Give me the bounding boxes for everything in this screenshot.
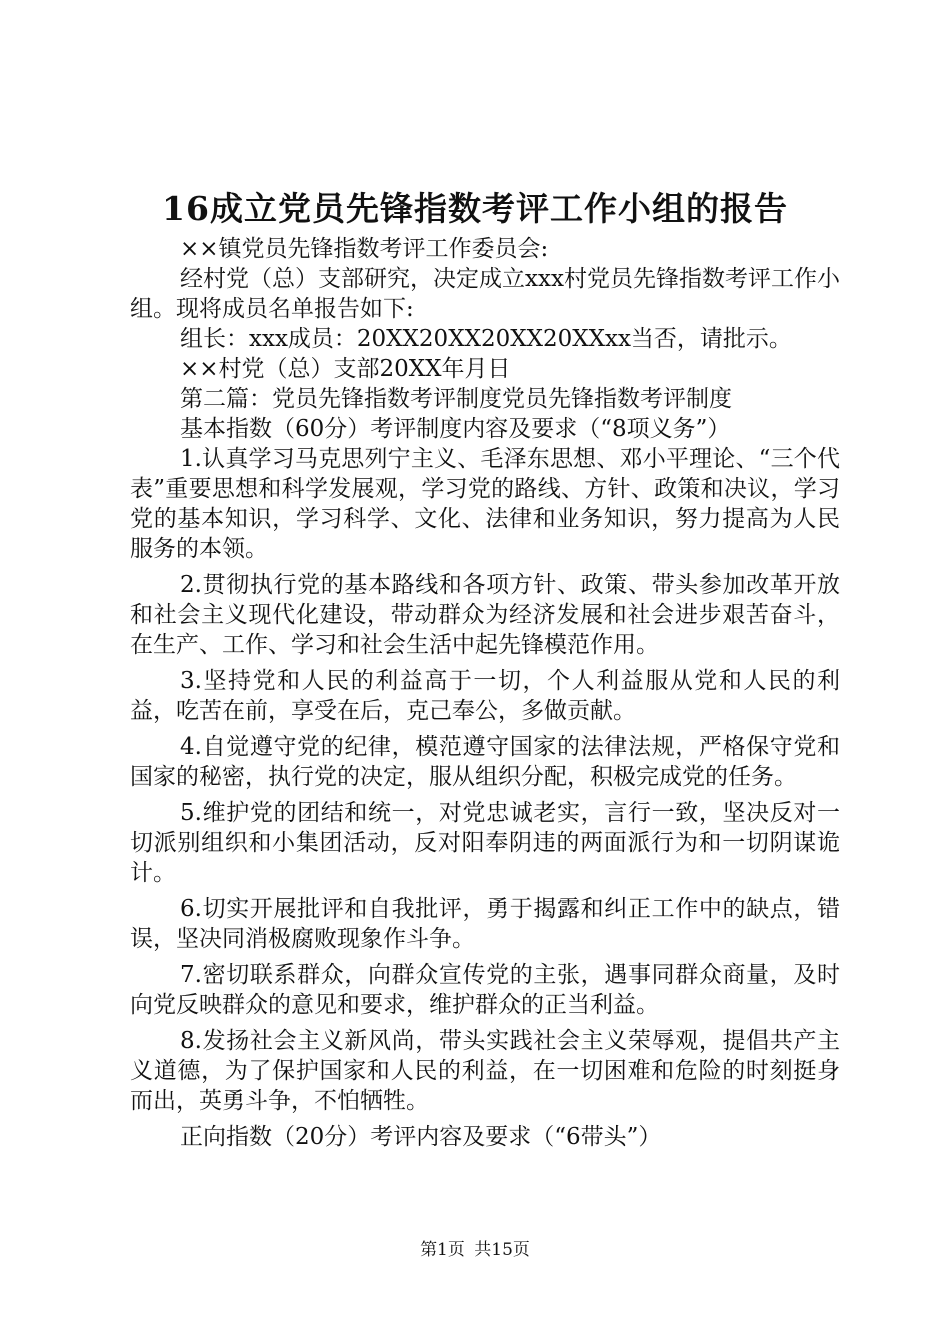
page-number: 第1页: [420, 1240, 465, 1260]
paragraph-intro: 经村党（总）支部研究，决定成立xxx村党员先锋指数考评工作小组。现将成员名单报告如下:: [130, 266, 840, 322]
page-total: 共15页: [474, 1240, 530, 1260]
paragraph-part-two-heading: 第二篇：党员先锋指数考评制度党员先锋指数考评制度: [180, 386, 732, 412]
paragraph-item-8: 8.发扬社会主义新风尚，带头实践社会主义荣辱观，提倡共产主义道德，为了保护国家和人民的利益，在一切困难和危险的时刻挺身而出，英勇斗争，不怕牺牲。: [130, 1028, 840, 1114]
paragraph-members: 组长：xxx成员：20XX20XX20XX20XXxx当否，请批示。: [180, 326, 792, 352]
paragraph-item-5: 5.维护党的团结和统一，对党忠诚老实，言行一致，坚决反对一切派别组织和小集团活动，反对阳奉阴违的两面派行为和一切阴谋诡计。: [130, 800, 840, 886]
document-body: [130, 234, 840, 1152]
paragraph-positive-index-heading: 正向指数（20分）考评内容及要求（“6带头”）: [180, 1124, 662, 1150]
page-footer: [0, 1238, 950, 1262]
paragraph-item-3: 3.坚持党和人民的利益高于一切，个人利益服从党和人民的利益，吃苦在前，享受在后，克己奉公，多做贡献。: [130, 668, 840, 724]
paragraph-item-4: 4.自觉遵守党的纪律，模范遵守国家的法律法规，严格保守党和国家的秘密，执行党的决定，服从组织分配，积极完成党的任务。: [130, 734, 840, 790]
document-title: 16成立党员先锋指数考评工作小组的报告: [162, 189, 788, 228]
paragraph-addressee: ××镇党员先锋指数考评工作委员会:: [180, 236, 549, 262]
paragraph-item-1: 1.认真学习马克思列宁主义、毛泽东思想、邓小平理论、“三个代表”重要思想和科学发展观，学习党的路线、方针、政策和决议，学习党的基本知识，学习科学、文化、法律和业务知识，努力提高为人民服务的本领。: [130, 446, 840, 562]
paragraph-signature: ××村党（总）支部20XX年月日: [180, 356, 511, 382]
paragraph-item-2: 2.贯彻执行党的基本路线和各项方针、政策、带头参加改革开放和社会主义现代化建设，带动群众为经济发展和社会进步艰苦奋斗，在生产、工作、学习和社会生活中起先锋模范作用。: [130, 572, 840, 658]
paragraph-item-6: 6.切实开展批评和自我批评，勇于揭露和纠正工作中的缺点，错误，坚决同消极腐败现象作斗争。: [130, 896, 840, 952]
paragraph-basic-index-heading: 基本指数（60分）考评制度内容及要求（“8项义务”）: [180, 416, 731, 442]
paragraph-item-7: 7.密切联系群众，向群众宣传党的主张，遇事同群众商量，及时向党反映群众的意见和要求，维护群众的正当利益。: [130, 962, 840, 1018]
